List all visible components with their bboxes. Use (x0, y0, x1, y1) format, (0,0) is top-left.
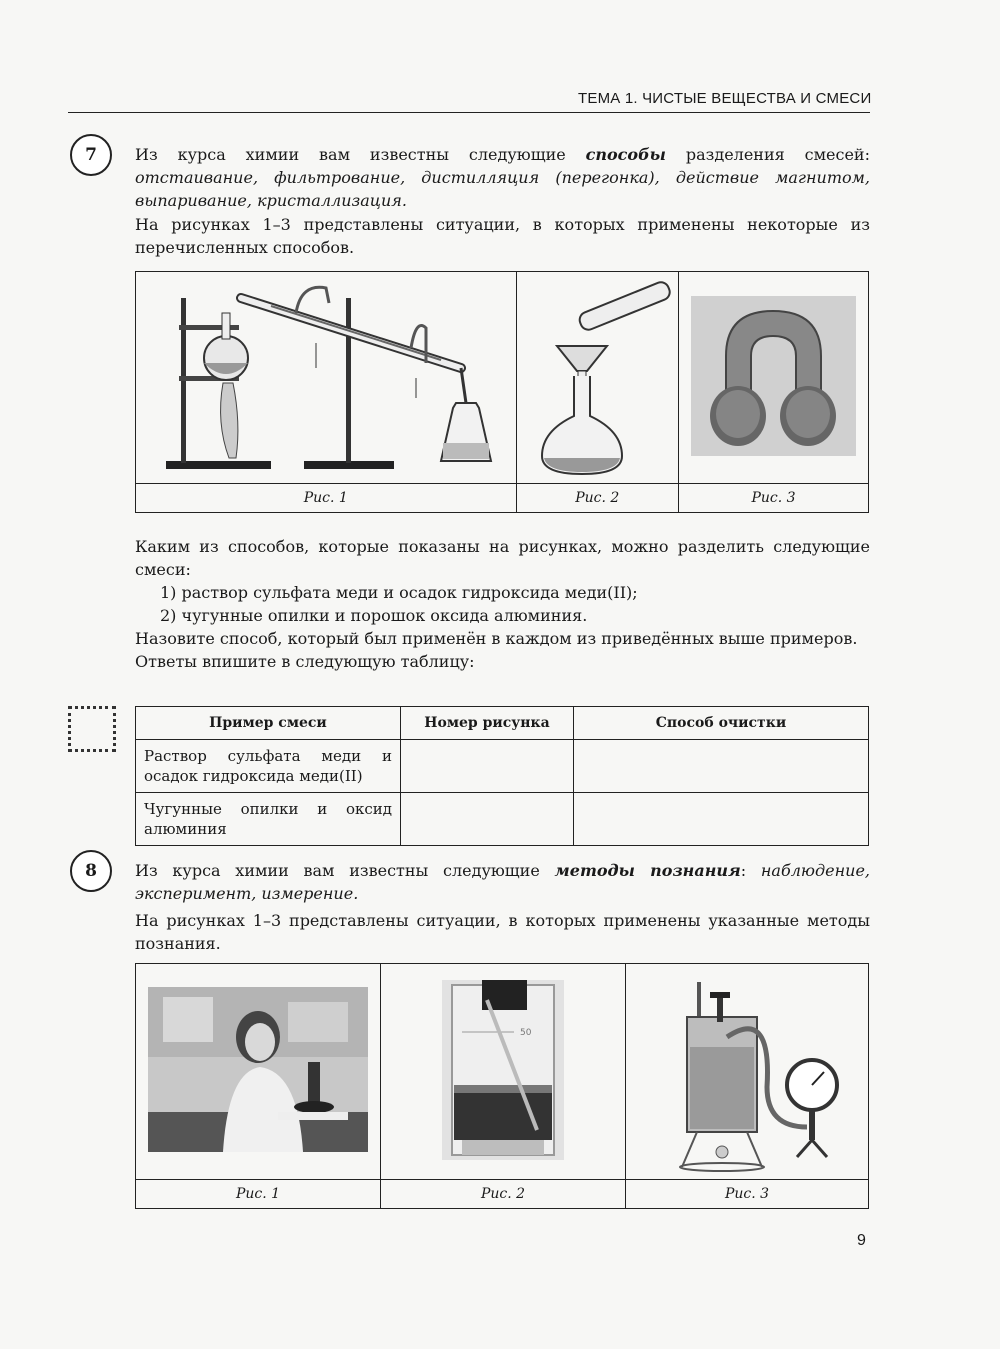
q8-intro-pre: Из курса химии вам известны следующие (135, 861, 555, 880)
q7-intro-pre: Из курса химии вам известны следующие (135, 145, 586, 164)
running-header: ТЕМА 1. ЧИСТЫЕ ВЕЩЕСТВА И СМЕСИ (578, 90, 872, 107)
table-header-method: Способ очистки (574, 707, 869, 740)
q8-figure-table (135, 963, 869, 1209)
q7-name-method: Назовите способ, который был применён в каждом из приведённых выше примеров. (135, 629, 858, 648)
q7-fig3-cell (679, 272, 869, 484)
q8-caption-2: Рис. 2 (381, 1180, 626, 1209)
q8-intro-mid: : (740, 861, 761, 880)
table-cell-figure-input[interactable] (401, 793, 574, 846)
q7-caption-3: Рис. 3 (679, 484, 869, 513)
q7-methods-list: отстаивание, фильтрование, дистилляция (перегонка), действие магнитом, выпаривание, кристаллизация. (135, 168, 870, 210)
q8-caption-3: Рис. 3 (626, 1180, 869, 1209)
q8-fig2-cell (381, 964, 626, 1180)
q7-text2: На рисунках 1–3 представлены ситуации, в которых применены некоторые из перечисленных способов. (135, 215, 870, 257)
table-row (136, 740, 869, 793)
q8-intro-bold: методы познания (554, 861, 741, 880)
q7-intro-mid: разделения смесей: (665, 145, 870, 164)
q7-intro-bold: способы (585, 145, 666, 164)
beaker-photo (442, 980, 564, 1160)
q8-fig1-cell (136, 964, 381, 1180)
q8-fig3-cell (626, 964, 869, 1180)
answer-score-box[interactable] (68, 706, 116, 752)
table-cell-method-input[interactable] (574, 740, 869, 793)
beaker-volume-mark: 50 (520, 1027, 532, 1038)
question-7-number: 7 (70, 134, 112, 176)
q7-item-2: 2) чугунные опилки и порошок оксида алюминия. (160, 606, 588, 625)
q7-figure-table (135, 271, 869, 513)
magnet-illustration (691, 296, 856, 456)
table-header-figure-number: Номер рисунка (401, 707, 574, 740)
student-microscope-photo (148, 987, 368, 1152)
q7-caption-2: Рис. 2 (516, 484, 678, 513)
q7-item-1: 1) раствор сульфата меди и осадок гидроксида меди(II); (160, 583, 638, 602)
q8-methods-list: наблюдение, эксперимент, измерение. (135, 861, 870, 903)
q7-fig2-cell (516, 272, 678, 484)
question-8-number: 8 (70, 850, 112, 892)
q7-answer-table (135, 706, 869, 846)
q7-question-text: Каким из способов, которые показаны на рисунках, можно разделить следующие смеси: (135, 537, 870, 579)
distillation-apparatus-illustration (141, 273, 511, 478)
table-header-mixture: Пример смеси (136, 707, 401, 740)
table-cell-figure-input[interactable] (401, 740, 574, 793)
table-cell-mixture: Чугунные опилки и оксид алюминия (136, 793, 401, 846)
page-number: 9 (857, 1232, 866, 1249)
q8-caption-1: Рис. 1 (136, 1180, 381, 1209)
filtration-illustration (522, 276, 672, 476)
q7-fig1-cell (136, 272, 517, 484)
q7-intro (135, 143, 870, 212)
q8-text2: На рисунках 1–3 представлены ситуации, в которых применены указанные методы познания. (135, 911, 870, 953)
pressure-gauge-apparatus-illustration (652, 967, 842, 1172)
table-cell-mixture: Раствор сульфата меди и осадок гидроксида меди(II) (136, 740, 401, 793)
table-row (136, 793, 869, 846)
q7-answers-prompt: Ответы впишите в следующую таблицу: (135, 652, 475, 671)
header-rule (68, 112, 870, 113)
q8-intro (135, 859, 870, 905)
q7-question (135, 535, 870, 673)
q7-caption-1: Рис. 1 (136, 484, 517, 513)
table-cell-method-input[interactable] (574, 793, 869, 846)
